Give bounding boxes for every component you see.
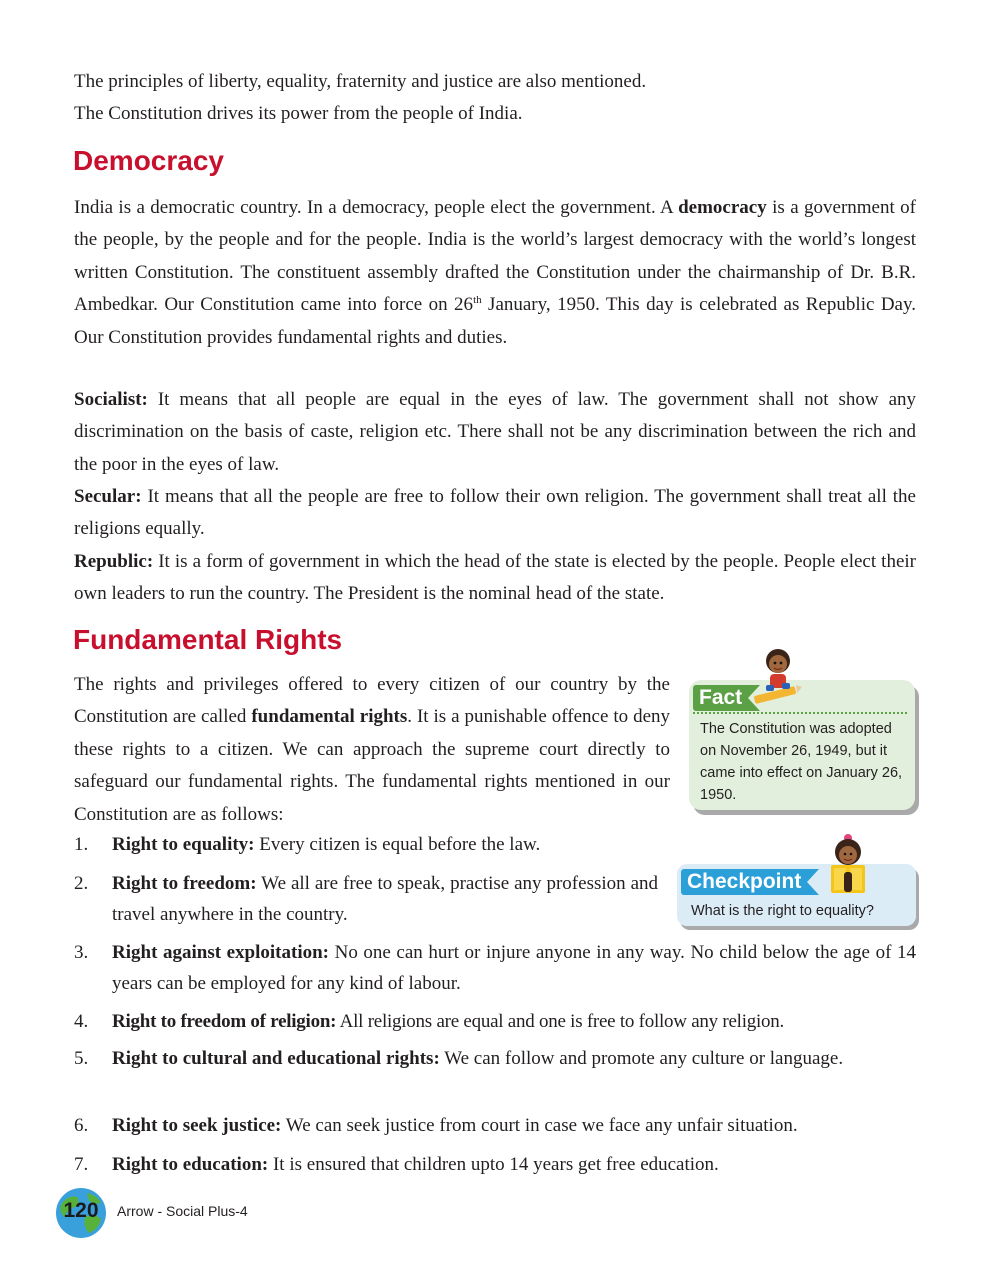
right-text: We can follow and promote any culture or language. <box>439 1048 844 1069</box>
list-item <box>74 937 916 999</box>
right-text: We all are free to speak, practise any profession and travel anywhere in the country. <box>112 873 658 925</box>
ordinal-suffix: th <box>473 294 482 307</box>
right-text: Every citizen is equal before the law. <box>254 834 541 855</box>
right-text: It is ensured that children upto 14 years get free education. <box>268 1154 719 1175</box>
right-label: Right against exploitation: <box>112 942 330 963</box>
fact-text: The Constitution was adopted on November 26, 1949, but it came into effect on January 26, 1950. <box>700 721 903 803</box>
fundamental-rights-heading: Fundamental Rights <box>73 624 343 655</box>
list-number: 5. <box>74 1048 89 1069</box>
democracy-text-b: is a government of the people, by the people and for the people. India is the world’s largest democracy with the world’s longest written Constitution. The constituent assembly drafted the Constitution under the chairmanship of Dr. B.R. Ambedkar. Our Constitution came into force on 26 <box>74 197 916 316</box>
list-item <box>74 1043 916 1074</box>
right-label: Right to equality: <box>112 834 255 855</box>
list-item <box>74 1149 916 1180</box>
list-number: 3. <box>74 942 89 963</box>
socialist-label: Socialist: <box>74 389 148 410</box>
list-number: 6. <box>74 1115 89 1136</box>
socialist-text: It means that all people are equal in the eyes of law. The government shall not show any discrimination on the basis of caste, religion etc. There shall not be any discrimination between the rich and the poor in the eyes of law. <box>74 389 916 475</box>
list-number: 4. <box>74 1011 89 1032</box>
right-label: Right to freedom of religion: <box>112 1011 337 1032</box>
intro-line-1: The principles of liberty, equality, fraternity and justice are also mentioned. <box>74 71 647 92</box>
list-number: 7. <box>74 1154 89 1175</box>
page-number: 120 <box>63 1199 99 1222</box>
girl-with-book-icon <box>826 832 870 896</box>
fundamental-rights-paragraph <box>74 669 670 831</box>
secular-paragraph <box>74 481 916 546</box>
fact-divider <box>693 712 907 714</box>
intro-paragraph <box>74 66 916 131</box>
right-text: No one can hurt or injure anyone in any way. No child below the age of 14 years can be employed for any kind of labour. <box>112 942 916 994</box>
right-text: We can seek justice from court in case we face any unfair situation. <box>281 1115 798 1136</box>
list-number: 2. <box>74 873 89 894</box>
democracy-heading: Democracy <box>73 145 224 176</box>
list-item <box>74 1006 916 1037</box>
republic-text: It is a form of government in which the head of the state is elected by the people. People elect their own leaders to run the country. The President is the nominal head of the state. <box>74 551 916 605</box>
fact-box <box>689 680 915 810</box>
republic-paragraph <box>74 546 916 611</box>
fundamental-term: fundamental rights <box>251 706 408 728</box>
democracy-term: democracy <box>678 197 767 218</box>
fundamental-text-b: . It is a punishable offence to deny these rights to a citizen. We can approach the supreme court directly to safeguard our fundamental rights. The fundamental rights mentioned in our Constitution are as follows: <box>74 706 671 825</box>
list-item <box>74 1110 916 1141</box>
fundamental-text-a: The rights and privileges offered to every citizen of our country by the Constitution are called <box>74 674 670 728</box>
intro-line-2: The Constitution drives its power from the people of India. <box>74 103 523 125</box>
democracy-paragraph <box>74 192 916 354</box>
list-item <box>74 829 658 860</box>
democracy-text-c: January, 1950. This day is celebrated as Republic Day. Our Constitution provides fundamental rights and duties. <box>74 294 917 348</box>
boy-on-pencil-icon <box>752 647 802 707</box>
checkpoint-box <box>677 864 916 926</box>
right-text: All religions are equal and one is free to follow any religion. <box>336 1011 785 1032</box>
list-number: 1. <box>74 834 89 855</box>
fact-title: Fact <box>693 685 748 711</box>
right-label: Right to cultural and educational rights: <box>112 1048 440 1069</box>
checkpoint-question: What is the right to equality? <box>691 903 874 919</box>
secular-text: It means that all the people are free to follow their own religion. The government shall treat all the religions equally. <box>74 486 916 540</box>
secular-label: Secular: <box>74 486 142 507</box>
list-item <box>74 868 658 930</box>
right-label: Right to education: <box>112 1154 269 1175</box>
socialist-paragraph <box>74 384 916 481</box>
right-label: Right to freedom: <box>112 873 257 894</box>
checkpoint-title: Checkpoint <box>681 869 807 895</box>
right-label: Right to seek justice: <box>112 1115 282 1136</box>
republic-label: Republic: <box>74 551 154 572</box>
democracy-text-a: India is a democratic country. In a democracy, people elect the government. A <box>74 197 679 218</box>
book-title: Arrow - Social Plus-4 <box>117 1203 248 1219</box>
